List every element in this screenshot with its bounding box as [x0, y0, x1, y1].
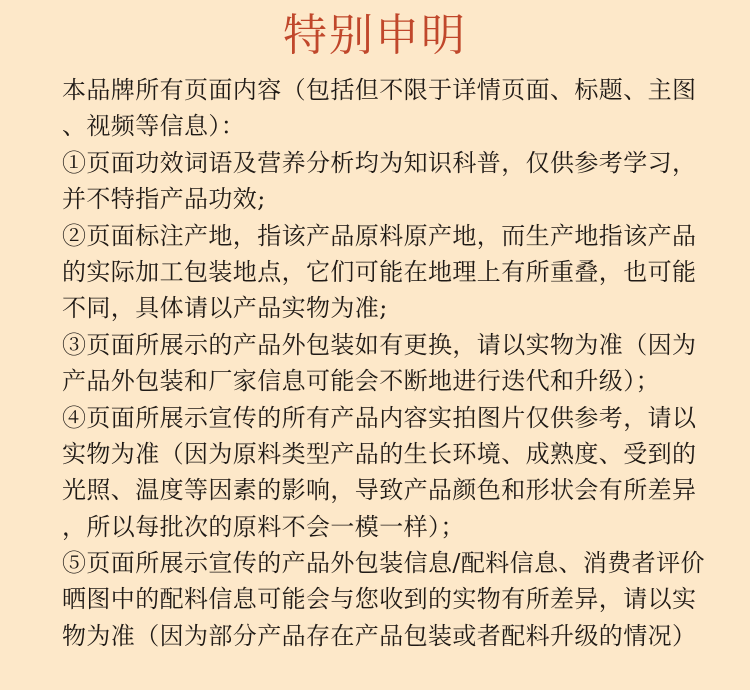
- disclaimer-line: 实物为准（因为原料类型产品的生长环境、成熟度、受到的: [62, 439, 697, 468]
- disclaimer-line: ②页面标注产地，指该产品原料原产地，而生产地指该产品: [62, 221, 697, 250]
- disclaimer-line: 并不特指产品功效;: [62, 185, 266, 214]
- disclaimer-line: 本品牌所有页面内容（包括但不限于详情页面、标题、主图: [62, 76, 697, 104]
- page-title: 特别申明: [283, 10, 467, 61]
- disclaimer-line: 的实际加工包装地点，它们可能在地理上有所重叠，也可能: [62, 257, 697, 286]
- disclaimer-line: 产品外包装和厂家信息可能会不断地进行迭代和升级）；: [62, 367, 660, 396]
- disclaimer-line: 晒图中的配料信息可能会与您收到的实物有所差异，请以实: [62, 585, 697, 614]
- disclaimer-line: ①页面功效词语及营养分析均为知识科普，仅供参考学习，: [62, 148, 697, 177]
- disclaimer-body: [62, 72, 705, 654]
- disclaimer-line: ，所以每批次的原料不会一模一样）；: [62, 512, 465, 541]
- disclaimer-line: ③页面所展示的产品外包装如有更换，请以实物为准（因为: [62, 330, 697, 359]
- disclaimer-line: 光照、温度等因素的影响，导致产品颜色和形状会有所差异: [62, 476, 697, 505]
- disclaimer-line: 不同，具体请以产品实物为准;: [62, 294, 388, 323]
- disclaimer-line: 物为准（因为部分产品存在产品包装或者配料升级的情况）: [62, 621, 697, 650]
- disclaimer-line: ⑤页面所展示宣传的产品外包装信息/配料信息、消费者评价: [62, 549, 705, 578]
- disclaimer-line: ④页面所展示宣传的所有产品内容实拍图片仅供参考，请以: [62, 403, 697, 432]
- disclaimer-line: 、视频等信息）：: [62, 112, 246, 141]
